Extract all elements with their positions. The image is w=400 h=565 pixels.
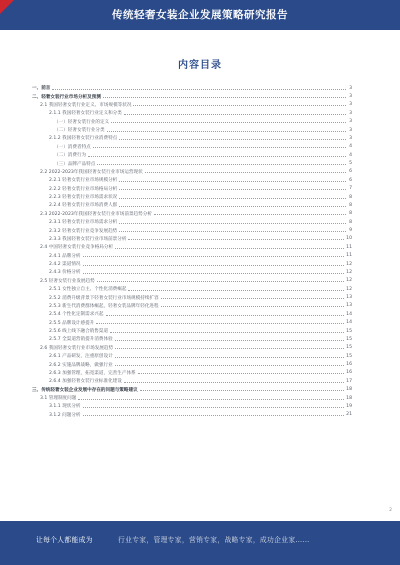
- toc-entry[interactable]: [32, 226, 352, 234]
- toc-entry-label: 一、前言: [32, 86, 51, 92]
- toc-leader-dots: [128, 290, 344, 291]
- toc-entry-page: 8: [349, 211, 352, 217]
- toc-leader-dots: [83, 273, 345, 274]
- footer-slogan-left: 让每个人都能成为: [36, 536, 93, 544]
- toc-entry[interactable]: [32, 235, 352, 243]
- toc-entry-label: 2.4.2 渠道情况: [49, 262, 81, 268]
- toc-entry-page: 3: [349, 85, 352, 91]
- toc-entry-page: 11: [346, 253, 352, 259]
- toc-entry-label: 2.5.3 新生代消费群体崛起，轻奢女装品牌年轻化进程: [49, 303, 159, 309]
- toc-entry[interactable]: [32, 109, 352, 117]
- toc-entry[interactable]: [32, 159, 352, 167]
- toc-entry-page: 3: [349, 110, 352, 116]
- toc-entry-page: 10: [346, 236, 352, 242]
- toc-leader-dots: [97, 164, 346, 165]
- toc-entry-page: 12: [346, 278, 352, 284]
- toc-entry-page: 12: [346, 286, 352, 292]
- toc-leader-dots: [119, 189, 346, 190]
- toc-leader-dots: [124, 382, 344, 383]
- toc-entry-page: 15: [346, 353, 352, 359]
- toc-entry-label: 3.1 管理制度问题: [40, 396, 77, 402]
- toc-entry-label: 2.6.3 加强管理，拓宽渠道，完善生产体系: [49, 370, 136, 376]
- toc-entry-label: 2.5.7 全渠道营销提升消费体验: [49, 337, 113, 343]
- table-of-contents: [32, 84, 352, 419]
- toc-entry-label: 2.1 我国轻奢女装行业定义、市场规模等状况: [40, 102, 132, 108]
- toc-entry-label: 2.2.2 轻奢女装行业市场格局分析: [49, 186, 118, 192]
- toc-entry[interactable]: [32, 394, 352, 402]
- toc-leader-dots: [52, 89, 346, 90]
- toc-entry[interactable]: [32, 377, 352, 385]
- toc-entry-label: 2.6 我国轻奢女装行业市场发展趋势: [40, 345, 114, 351]
- toc-entry[interactable]: [32, 210, 352, 218]
- toc-entry[interactable]: [32, 285, 352, 293]
- toc-entry-page: 14: [346, 311, 352, 317]
- toc-leader-dots: [115, 340, 344, 341]
- toc-entry-label: 2.6.4 加强轻奢女装行业标准化建设: [49, 379, 122, 385]
- toc-leader-dots: [83, 256, 345, 257]
- toc-entry-label: 2.3.2 轻奢女装行业竞争发展趋势: [49, 228, 118, 234]
- toc-entry-page: 4: [349, 152, 352, 158]
- toc-entry-label: 2.3.3 我国轻奢女装行业市场前景分析: [49, 236, 127, 242]
- toc-entry[interactable]: [32, 319, 352, 327]
- toc-entry-page: 8: [349, 219, 352, 225]
- toc-leader-dots: [115, 348, 344, 349]
- toc-entry-page: 3: [349, 119, 352, 125]
- toc-entry-page: 13: [346, 303, 352, 309]
- toc-entry-page: 3: [349, 94, 352, 100]
- toc-entry[interactable]: [32, 176, 352, 184]
- toc-entry-label: 3.1.1 现状分析: [49, 404, 81, 410]
- toc-leader-dots: [119, 139, 346, 140]
- toc-entry-page: 16: [346, 362, 352, 368]
- toc-entry-label: 三、传统轻奢女装企业发展中存在的问题与策略建议: [32, 387, 138, 393]
- toc-entry-page: 3: [349, 102, 352, 108]
- toc-entry[interactable]: [32, 386, 352, 394]
- toc-entry-label: 2.5.4 个性化定制需求兴起: [49, 312, 104, 318]
- toc-entry-page: 13: [346, 295, 352, 301]
- toc-entry[interactable]: [32, 302, 352, 310]
- toc-leader-dots: [119, 181, 346, 182]
- toc-leader-dots: [107, 131, 346, 132]
- toc-leader-dots: [119, 198, 346, 199]
- toc-entry-label: 2.5.1 女性独立自主、个性化消费崛起: [49, 287, 127, 293]
- toc-leader-dots: [145, 172, 346, 173]
- toc-entry-page: 15: [346, 328, 352, 334]
- toc-entry-page: 18: [346, 387, 352, 393]
- toc-entry-label: 2.5 轻奢女装行业发展趋势: [40, 278, 95, 284]
- toc-entry-label: 2.2.1 轻奢女装行业市场规模分析: [49, 178, 118, 184]
- toc-entry-page: 14: [346, 320, 352, 326]
- toc-entry-label: 2.5.5 品牌设计感提升: [49, 320, 95, 326]
- toc-entry-page: 12: [346, 269, 352, 275]
- toc-entry[interactable]: [32, 92, 352, 100]
- toc-entry-page: 7: [349, 186, 352, 192]
- toc-entry-page: 15: [346, 336, 352, 342]
- toc-leader-dots: [154, 214, 346, 215]
- toc-entry-label: （一）消费者特点: [54, 144, 91, 150]
- toc-entry-label: 2.5.2 消费升级背景下轻奢女装行业市场规模持续扩容: [49, 295, 159, 301]
- toc-leader-dots: [133, 105, 346, 106]
- toc-leader-dots: [97, 281, 344, 282]
- toc-entry-label: 2.2.4 轻奢女装行业市场消费人群: [49, 203, 118, 209]
- toc-leader-dots: [140, 390, 344, 391]
- toc-entry-label: 2.2 2022-2023年我国轻奢女装行业市场运营现状: [40, 169, 143, 175]
- toc-entry[interactable]: [32, 268, 352, 276]
- toc-entry[interactable]: [32, 344, 352, 352]
- toc-entry[interactable]: [32, 84, 352, 92]
- toc-leader-dots: [119, 223, 346, 224]
- toc-entry-page: 3: [349, 127, 352, 133]
- toc-entry-label: 2.1.1 我国轻奢女装行业定义和分类: [49, 111, 122, 117]
- toc-entry-label: （二）消费行为: [54, 153, 87, 159]
- toc-entry[interactable]: [32, 277, 352, 285]
- toc-entry-label: 2.1.2 我国轻奢女装行业消费特点: [49, 136, 118, 142]
- toc-leader-dots: [110, 332, 344, 333]
- toc-leader-dots: [106, 315, 345, 316]
- toc-leader-dots: [96, 323, 344, 324]
- toc-entry-page: 3: [349, 135, 352, 141]
- toc-leader-dots: [138, 373, 344, 374]
- toc-entry-label: 2.3.1 轻奢女装行业市场需求分析: [49, 220, 118, 226]
- toc-leader-dots: [161, 298, 345, 299]
- toc-entry[interactable]: [32, 369, 352, 377]
- report-title: 传统轻奢女装企业发展策略研究报告: [112, 9, 288, 21]
- toc-leader-dots: [78, 399, 344, 400]
- toc-entry-page: 21: [346, 412, 352, 418]
- toc-entry[interactable]: [32, 293, 352, 301]
- footer-slogan-right: 行业专家，管理专家，营销专家，战略专家，成功企业家……: [118, 536, 310, 544]
- toc-leader-dots: [93, 147, 346, 148]
- footer-bar: [0, 521, 400, 565]
- toc-entry-label: 2.6.1 产品研发，注重原创设计: [49, 354, 113, 360]
- toc-entry[interactable]: [32, 252, 352, 260]
- toc-leader-dots: [83, 415, 345, 416]
- toc-entry-label: 2.4 中国轻奢女装行业竞争格局分析: [40, 245, 114, 251]
- toc-entry-page: 8: [349, 194, 352, 200]
- toc-entry[interactable]: [32, 118, 352, 126]
- report-header-bar: [0, 0, 400, 30]
- toc-entry[interactable]: [32, 218, 352, 226]
- toc-leader-dots: [103, 97, 346, 98]
- toc-entry[interactable]: [32, 168, 352, 176]
- toc-entry-label: 3.1.2 问题分析: [49, 412, 81, 418]
- toc-entry[interactable]: [32, 411, 352, 419]
- toc-entry-page: 8: [349, 202, 352, 208]
- toc-leader-dots: [124, 114, 346, 115]
- toc-entry[interactable]: [32, 134, 352, 142]
- toc-entry[interactable]: [32, 310, 352, 318]
- toc-entry-page: 5: [349, 161, 352, 167]
- toc-entry-page: 12: [346, 261, 352, 267]
- toc-entry[interactable]: [32, 126, 352, 134]
- toc-entry[interactable]: [32, 260, 352, 268]
- toc-entry-label: （三）品牌产品特点: [54, 161, 96, 167]
- toc-leader-dots: [161, 306, 345, 307]
- toc-entry-page: 18: [346, 395, 352, 401]
- toc-leader-dots: [128, 239, 344, 240]
- toc-entry[interactable]: [32, 327, 352, 335]
- toc-entry-page: 9: [349, 228, 352, 234]
- toc-entry[interactable]: [32, 352, 352, 360]
- toc-entry-page: 16: [346, 370, 352, 376]
- toc-entry[interactable]: [32, 402, 352, 410]
- toc-entry-label: 二、轻奢女装行业市场分析及预测: [32, 94, 101, 100]
- toc-entry-label: （二）轻奢女装行业分类: [54, 128, 105, 134]
- toc-entry-page: 19: [346, 403, 352, 409]
- toc-entry[interactable]: [32, 185, 352, 193]
- toc-leader-dots: [115, 365, 344, 366]
- toc-entry[interactable]: [32, 335, 352, 343]
- toc-entry[interactable]: [32, 201, 352, 209]
- toc-entry-page: 17: [346, 378, 352, 384]
- toc-leader-dots: [115, 357, 344, 358]
- page-number: 2: [389, 508, 392, 513]
- toc-entry-page: 6: [349, 169, 352, 175]
- toc-entry[interactable]: [32, 243, 352, 251]
- toc-entry[interactable]: [32, 360, 352, 368]
- toc-entry-label: 2.2.3 轻奢女装行业市场需求状况: [49, 195, 118, 201]
- toc-entry-page: 15: [346, 345, 352, 351]
- toc-entry[interactable]: [32, 151, 352, 159]
- toc-entry-label: 2.3 2022-2023年我国轻奢女装行业市场前景趋势分析: [40, 211, 152, 217]
- toc-leader-dots: [115, 248, 344, 249]
- toc-entry-page: 11: [346, 244, 352, 250]
- toc-entry-label: 2.5.6 线上线下融合销售渠道: [49, 329, 109, 335]
- toc-entry-page: 4: [349, 144, 352, 150]
- toc-leader-dots: [83, 407, 345, 408]
- toc-entry-label: （一）轻奢女装行业的定义: [54, 119, 110, 125]
- toc-entry-label: 2.6.2 实施品牌战略，做强行业: [49, 362, 113, 368]
- toc-heading: 内容目录: [178, 60, 222, 71]
- toc-entry[interactable]: [32, 101, 352, 109]
- toc-entry[interactable]: [32, 193, 352, 201]
- toc-entry[interactable]: [32, 143, 352, 151]
- toc-leader-dots: [119, 231, 346, 232]
- toc-leader-dots: [111, 122, 346, 123]
- toc-entry-page: 6: [349, 177, 352, 183]
- toc-leader-dots: [88, 156, 346, 157]
- toc-entry-label: 2.4.3 价格分析: [49, 270, 81, 276]
- toc-leader-dots: [83, 265, 345, 266]
- toc-leader-dots: [119, 206, 346, 207]
- toc-entry-label: 2.4.1 品牌分析: [49, 253, 81, 259]
